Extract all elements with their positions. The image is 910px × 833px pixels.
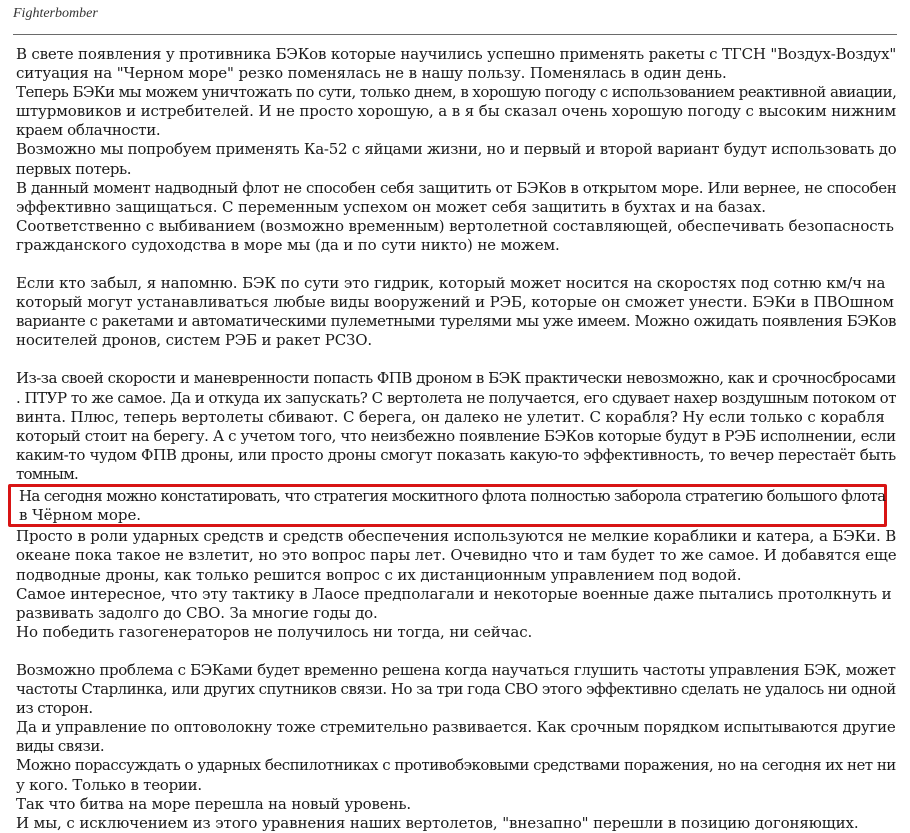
text-line: в Чёрном море. bbox=[19, 505, 141, 524]
text-line: каким-то чудом ФПВ дроны, или просто дроны смогут показать какую-то эффективность, то вечер перестаёт быть bbox=[16, 445, 896, 464]
text-line: На сегодня можно констатировать, что стратегия москитного флота полностью заборола стратегию большого флота bbox=[19, 486, 886, 505]
text-line: Можно порассуждать о ударных беспилотниках с противобэковыми средствами поражения, но на сегодня их нет ни bbox=[16, 756, 896, 775]
text-line: из сторон. bbox=[16, 699, 93, 718]
text-line: первых потерь. bbox=[16, 159, 132, 178]
post-body bbox=[16, 45, 901, 833]
text-line: ситуация на "Черном море" резко поменялась не в нашу пользу. Поменялась в один день. bbox=[16, 64, 727, 83]
highlighted-quote bbox=[8, 484, 887, 527]
text-line: варианте с ракетами и автоматическими пулеметными турелями мы уже имеем. Можно ожидать появления БЭКов bbox=[16, 312, 896, 331]
paragraph-3 bbox=[16, 369, 901, 484]
text-line: который могут устанавливаться любые виды вооружений и РЭБ, которые он сможет унести. БЭКи в ПВОшном bbox=[16, 293, 894, 312]
text-line: который стоит на берегу. А с учетом того, что неизбежно появление БЭКов которые будут в РЭБ исполнении, если bbox=[16, 426, 896, 445]
text-line: В свете появления у противника БЭКов которые научились успешно применять ракеты с ТГСН "Воздух-Воздух" bbox=[16, 45, 897, 63]
text-line: Соответственно с выбиванием (возможно временным) вертолетной составляющей, обеспечивать безопасность bbox=[16, 216, 894, 235]
text-line: носителей дронов, систем РЭБ и ракет РСЗО. bbox=[16, 331, 372, 350]
text-line: штурмовиков и истребителей. И не просто хорошую, а в я бы сказал очень хорошую погоду с высоким нижним bbox=[16, 102, 897, 121]
post-author[interactable]: Fighterbomber bbox=[13, 6, 98, 21]
text-line: виды связи. bbox=[16, 737, 105, 756]
paragraph-5 bbox=[16, 527, 901, 642]
text-line: Но победить газогенераторов не получилось ни тогда, ни сейчас. bbox=[16, 622, 533, 641]
text-line: Теперь БЭКи мы можем уничтожать по сути, только днем, в хорошую погоду с использованием реактивной авиации, bbox=[16, 83, 897, 102]
text-line: В данный момент надводный флот не способен себя защитить от БЭКов в открытом море. Или вернее, не способен bbox=[16, 178, 897, 197]
text-line: Да и управление по оптоволокну тоже стремительно развивается. Как срочным порядком испытываются другие bbox=[16, 718, 896, 737]
text-line: Если кто забыл, я напомню. БЭК по сути это гидрик, который может носится на скоростях под сотню км/ч на bbox=[16, 274, 886, 293]
text-line: подводные дроны, как только решится вопрос с их дистанционным управлением под водой. bbox=[16, 565, 742, 584]
text-line: Так что битва на море перешла на новый уровень. bbox=[16, 794, 412, 813]
header-divider bbox=[13, 34, 897, 35]
text-line: краем облачности. bbox=[16, 121, 161, 140]
text-line: у кого. Только в теории. bbox=[16, 775, 202, 794]
paragraph-1 bbox=[16, 45, 901, 255]
text-line: частоты Старлинка, или других спутников связи. Но за три года СВО этого эффективно сделать не удалось ни одной bbox=[16, 680, 896, 699]
text-line: эффективно защищаться. С переменным успехом он может себя защитить в бухтах и на базах. bbox=[16, 197, 766, 216]
text-line: развивать задолго до СВО. За многие годы до. bbox=[16, 603, 378, 622]
paragraph-2 bbox=[16, 274, 901, 350]
text-line: гражданского судоходства в море мы (да и по сути никто) не можем. bbox=[16, 235, 560, 254]
text-line: Из-за своей скорости и маневренности попасть ФПВ дроном в БЭК практически невозможно, как и срочносбросами bbox=[16, 369, 896, 388]
text-line: океане пока такое не взлетит, но это вопрос пары лет. Очевидно что и там будет то же самое. И добавятся еще bbox=[16, 546, 897, 565]
text-line: Возможно проблема с БЭКами будет временно решена когда научаться глушить частоты управления БЭК, может bbox=[16, 660, 896, 679]
text-line: винта. Плюс, теперь вертолеты сбивают. С берега, он далеко не улетит. С корабля? Ну если только с корабля bbox=[16, 407, 885, 426]
text-line: Возможно мы попробуем применять Ка-52 с яйцами жизни, но и первый и второй вариант будут использовать до bbox=[16, 140, 897, 159]
text-line: И мы, с исключением из этого уравнения наших вертолетов, "внезапно" перешли в позицию догоняющих. bbox=[16, 813, 859, 832]
text-line: Просто в роли ударных средств и средств обеспечения используются не мелкие кораблики и катера, а БЭКи. В bbox=[16, 527, 897, 546]
text-line: . ПТУР то же самое. Да и откуда их запускать? С вертолета не получается, его сдувает нахер воздушным потоком от bbox=[16, 388, 896, 407]
text-line: Самое интересное, что эту тактику в Лаосе предполагали и некоторые военные даже пытались протолкнуть и bbox=[16, 584, 892, 603]
paragraph-6 bbox=[16, 661, 901, 833]
text-line: томным. bbox=[16, 464, 79, 483]
